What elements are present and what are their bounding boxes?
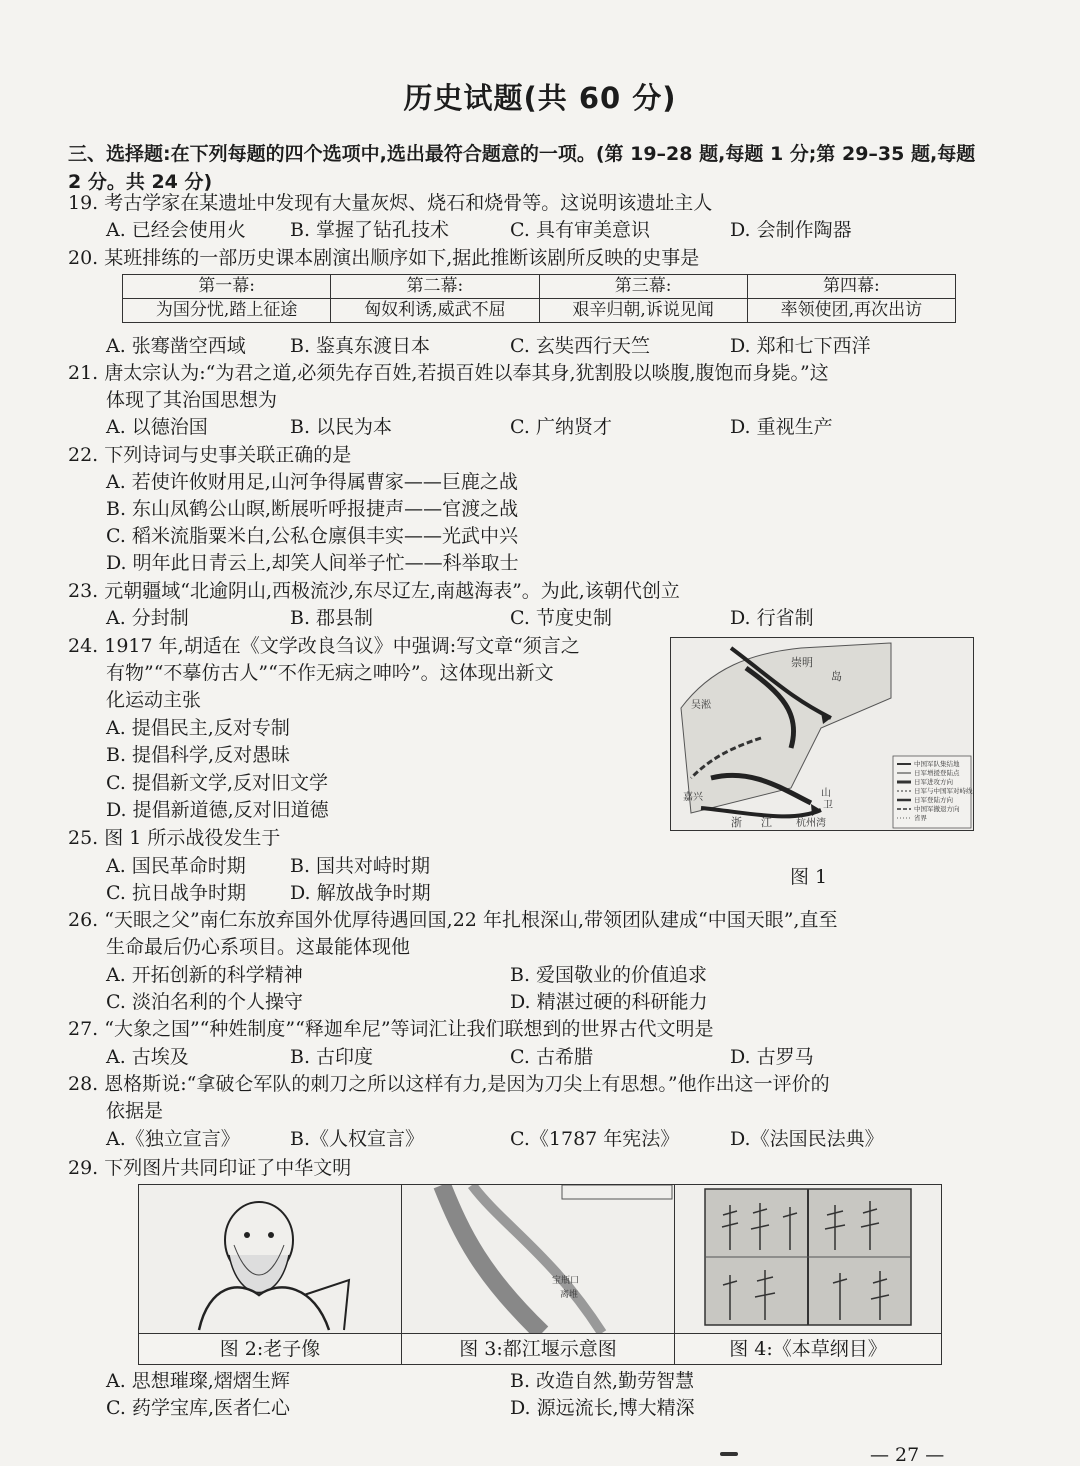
question-21-option-a: A. 以德治国 [106, 416, 208, 438]
legend-item-1: 中国军队集结地 [914, 760, 960, 768]
question-23-option-d: D. 行省制 [730, 607, 814, 629]
question-22-option-d: D. 明年此日青云上,却笑人间举子忙——科举取士 [106, 552, 519, 574]
question-25-option-b: B. 国共对峙时期 [290, 855, 431, 877]
legend-item-7: 省界 [914, 814, 927, 822]
map-label-jiaxing: 嘉兴 [683, 792, 703, 803]
map-label-wusong: 吴淞 [691, 700, 711, 711]
map-label-wei: 卫 [823, 800, 833, 811]
question-20-option-d: D. 郑和七下西洋 [730, 335, 871, 357]
figure-images-table [138, 1184, 942, 1365]
battle-map-drawing [671, 638, 973, 830]
question-28-stem-cont: 依据是 [106, 1100, 164, 1122]
question-24-stem: 24. 1917 年,胡适在《文学改良刍议》中强调:写文章“须言之 [68, 635, 580, 657]
figure-4-caption: 图 4:《本草纲目》 [675, 1333, 941, 1364]
act-2-title: 第二幕: [331, 275, 539, 299]
legend-item-5: 日军登陆方向 [914, 796, 953, 804]
page-number: — 27 — [870, 1444, 945, 1466]
question-25-option-c: C. 抗日战争时期 [106, 882, 246, 904]
act-4-title: 第四幕: [747, 275, 955, 299]
question-21-stem: 21. 唐太宗认为:“为君之道,必须先存百姓,若损百姓以奉其身,犹割股以啖腹,腹饱而身毙。”这 [68, 362, 829, 384]
figure-2-cell [139, 1185, 402, 1365]
question-27-option-a: A. 古埃及 [106, 1046, 189, 1068]
question-21-option-d: D. 重视生产 [730, 416, 833, 438]
map-label-zhe: 浙 [731, 816, 742, 829]
question-22-option-a: A. 若使许攸财用足,山河争得属曹家——巨鹿之战 [106, 471, 518, 493]
question-28-option-d: D.《法国民法典》 [730, 1128, 884, 1150]
question-24-option-c: C. 提倡新文学,反对旧文学 [106, 772, 328, 794]
question-26-stem: 26. “天眼之父”南仁东放弃国外优厚待遇回国,22 年扎根深山,带领团队建成“中国天眼”,直至 [68, 909, 838, 931]
question-28-option-a: A.《独立宣言》 [106, 1128, 240, 1150]
question-27-option-b: B. 古印度 [290, 1046, 374, 1068]
scan-mark [720, 1452, 738, 1456]
map-label-lidui: 离堆 [560, 1290, 579, 1300]
question-20-option-c: C. 玄奘西行天竺 [510, 335, 650, 357]
map-label-island: 岛 [831, 670, 842, 683]
section-instructions: 三、选择题:在下列每题的四个选项中,选出最符合题意的一项。(第 19–28 题,每题 1 分;第 29–35 题,每题 2 分。共 24 分) [68, 143, 976, 193]
map-caption: 图 1 [790, 866, 828, 888]
question-22-option-b: B. 东山凤鹤公山暝,断展听呼报捷声——官渡之战 [106, 498, 519, 520]
question-23-option-c: C. 节度史制 [510, 607, 612, 629]
question-25-option-a: A. 国民革命时期 [106, 855, 246, 877]
question-24-option-a: A. 提倡民主,反对专制 [106, 717, 290, 739]
question-23-stem: 23. 元朝疆域“北逾阴山,西极流沙,东尽辽左,南越海表”。为此,该朝代创立 [68, 580, 680, 602]
question-19-stem: 19. 考古学家在某遗址中发现有大量灰烬、烧石和烧骨等。这说明该遗址主人 [68, 192, 713, 214]
question-21-option-b: B. 以民为本 [290, 416, 393, 438]
question-20-option-a: A. 张骞凿空西域 [106, 335, 246, 357]
figure-4-cell [675, 1185, 942, 1365]
question-27-option-c: C. 古希腊 [510, 1046, 593, 1068]
act-1-desc: 为国分忧,踏上征途 [123, 299, 331, 323]
question-24-option-d: D. 提倡新道德,反对旧道德 [106, 799, 329, 821]
map-label-chongming: 崇明 [791, 656, 813, 669]
question-29-option-a: A. 思想璀璨,熠熠生辉 [106, 1370, 290, 1392]
question-19-option-d: D. 会制作陶器 [730, 219, 852, 241]
figure-2-caption: 图 2:老子像 [139, 1333, 401, 1364]
question-26-option-a: A. 开拓创新的科学精神 [106, 964, 303, 986]
legend-item-4: 日军与中国军对峙线 [914, 787, 973, 795]
question-21-stem-cont: 体现了其治国思想为 [106, 389, 278, 411]
question-25-stem: 25. 图 1 所示战役发生于 [68, 827, 281, 849]
question-21-option-c: C. 广纳贤才 [510, 416, 612, 438]
map-label-baopingkou: 宝瓶口 [552, 1276, 580, 1286]
question-22-option-c: C. 稻米流脂粟米白,公私仓廪俱丰实——光武中兴 [106, 525, 518, 547]
question-28-option-c: C.《1787 年宪法》 [510, 1128, 680, 1150]
act-3-title: 第三幕: [539, 275, 747, 299]
question-19-option-a: A. 已经会使用火 [106, 219, 246, 241]
question-23-option-b: B. 郡县制 [290, 607, 374, 629]
act-2-desc: 匈奴利诱,威武不屈 [331, 299, 539, 323]
question-29-stem: 29. 下列图片共同印证了中华文明 [68, 1157, 352, 1179]
herbal-book-icon [675, 1185, 941, 1333]
question-20-option-b: B. 鉴真东渡日本 [290, 335, 431, 357]
question-24-option-b: B. 提倡科学,反对愚昧 [106, 744, 291, 766]
question-26-option-d: D. 精湛过硬的科研能力 [510, 991, 708, 1013]
question-28-stem: 28. 恩格斯说:“拿破仑军队的刺刀之所以这样有力,是因为刀尖上有思想。”他作出这一评价的 [68, 1073, 830, 1095]
question-22-stem: 22. 下列诗词与史事关联正确的是 [68, 444, 352, 466]
drama-order-table [122, 274, 956, 323]
act-4-desc: 率领使团,再次出访 [747, 299, 955, 323]
question-20-stem: 20. 某班排练的一部历史课本剧演出顺序如下,据此推断该剧所反映的史事是 [68, 247, 700, 269]
legend-item-3: 日军进攻方向 [914, 778, 953, 786]
question-28-option-b: B.《人权宣言》 [290, 1128, 425, 1150]
figure-3-cell [402, 1185, 675, 1365]
question-25-option-d: D. 解放战争时期 [290, 882, 431, 904]
question-26-stem-cont: 生命最后仍心系项目。这最能体现他 [106, 936, 411, 958]
battle-map-figure [670, 637, 974, 831]
legend-item-2: 日军增援登陆点 [914, 769, 960, 777]
question-24-stem-cont2: 化运动主张 [106, 689, 202, 711]
question-23-option-a: A. 分封制 [106, 607, 189, 629]
question-24-stem-cont: 有物”“不摹仿古人”“不作无病之呻吟”。这体现出新文 [106, 662, 554, 684]
map-label-hangzhou-bay: 杭州湾 [796, 818, 826, 829]
map-label-jiang: 江 [761, 816, 772, 829]
page-title: 历史试题(共 60 分) [403, 81, 677, 115]
question-27-stem: 27. “大象之国”“种姓制度”“释迦牟尼”等词汇让我们联想到的世界古代文明是 [68, 1018, 714, 1040]
question-29-option-b: B. 改造自然,勤劳智慧 [510, 1370, 695, 1392]
question-29-option-c: C. 药学宝库,医者仁心 [106, 1397, 290, 1419]
question-19-option-b: B. 掌握了钻孔技术 [290, 219, 450, 241]
dujiangyan-map-icon [402, 1185, 674, 1333]
act-1-title: 第一幕: [123, 275, 331, 299]
question-19-option-c: C. 具有审美意识 [510, 219, 650, 241]
map-label-shan: 山 [821, 788, 831, 799]
act-3-desc: 艰辛归朝,诉说见闻 [539, 299, 747, 323]
laozi-portrait-icon [139, 1185, 401, 1333]
legend-item-6: 中国军撤退方向 [914, 805, 960, 813]
question-29-option-d: D. 源远流长,博大精深 [510, 1397, 695, 1419]
question-26-option-b: B. 爱国敬业的价值追求 [510, 964, 708, 986]
question-27-option-d: D. 古罗马 [730, 1046, 814, 1068]
figure-3-caption: 图 3:都江堰示意图 [402, 1333, 674, 1364]
question-26-option-c: C. 淡泊名利的个人操守 [106, 991, 303, 1013]
